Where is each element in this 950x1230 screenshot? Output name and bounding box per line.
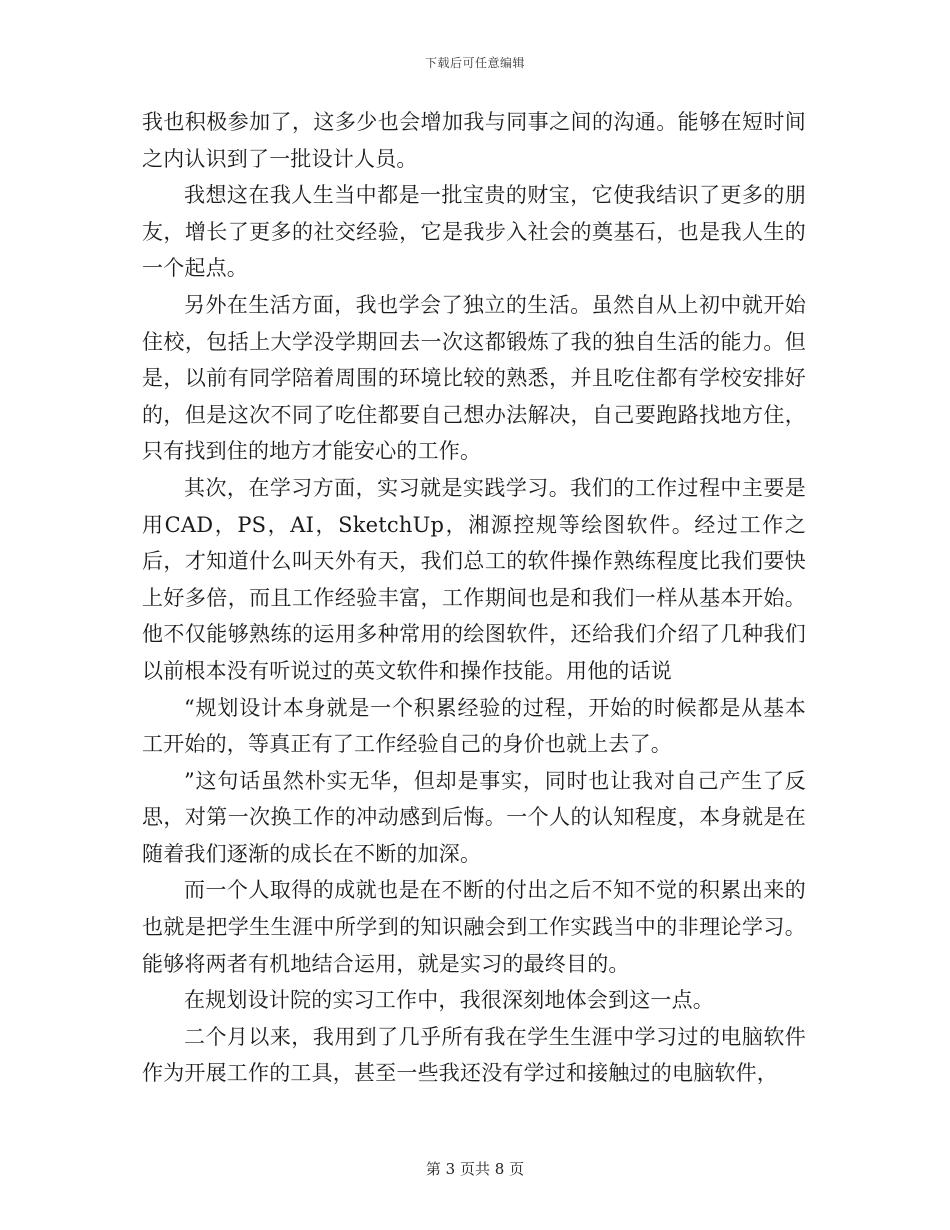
paragraph-8: 在规划设计院的实习工作中，我很深刻地体会到这一点。	[184, 988, 714, 1013]
paragraph-9: 二个月以来，我用到了几乎所有我在学生生涯中学习过的电脑软件作为开展工作的工具，甚至一些我还没有学过和接触过的电脑软件，	[142, 1024, 806, 1086]
paragraph-2: 我想这在我人生当中都是一批宝贵的财宝，它使我结识了更多的朋友，增长了更多的社交经验，它是我步入社会的奠基石，也是我人生的一个起点。	[142, 183, 806, 281]
page-header: 下载后可任意编辑	[424, 56, 525, 70]
paragraph-7: 而一个人取得的成就也是在不断的付出之后不知不觉的积累出来的也就是把学生生涯中所学到的知识融会到工作实践当中的非理论学习。能够将两者有机地结合运用，就是实习的最终目的。	[142, 878, 806, 976]
page-number: 第 3 页共 8 页	[425, 1160, 525, 1178]
paragraph-5: “规划设计本身就是一个积累经验的过程，开始的时候都是从基本工开始的，等真正有了工作经验自己的身价也就上去了。	[142, 695, 806, 757]
document-body	[142, 104, 806, 1092]
paragraph-1: 我也积极参加了，这多少也会增加我与同事之间的沟通。能够在短时间之内认识到了一批设计人员。	[142, 110, 806, 171]
paragraph-4: 其次，在学习方面，实习就是实践学习。我们的工作过程中主要是用CAD，PS，AI，SketchUp，湘源控规等绘图软件。经过工作之后，才知道什么叫天外有天，我们总工的软件操作熟练程度比我们要快上好多倍，而且工作经验丰富，工作期间也是和我们一样从基本开始。他不仅能够熟练的运用多种常用的绘图软件，还给我们介绍了几种我们以前根本没有听说过的英文软件和操作技能。用他的话说	[142, 475, 806, 683]
paragraph-6: ”这句话虽然朴实无华，但却是事实，同时也让我对自己产生了反思，对第一次换工作的冲动感到后悔。一个人的认知程度，本身就是在随着我们逐渐的成长在不断的加深。	[142, 768, 806, 866]
paragraph-3: 另外在生活方面，我也学会了独立的生活。虽然自从上初中就开始住校，包括上大学没学期回去一次这都锻炼了我的独自生活的能力。但是，以前有同学陪着周围的环境比较的熟悉，并且吃住都有学校安排好的，但是这次不同了吃住都要自己想办法解决，自己要跑路找地方住，只有找到住的地方才能安心的工作。	[142, 292, 806, 464]
